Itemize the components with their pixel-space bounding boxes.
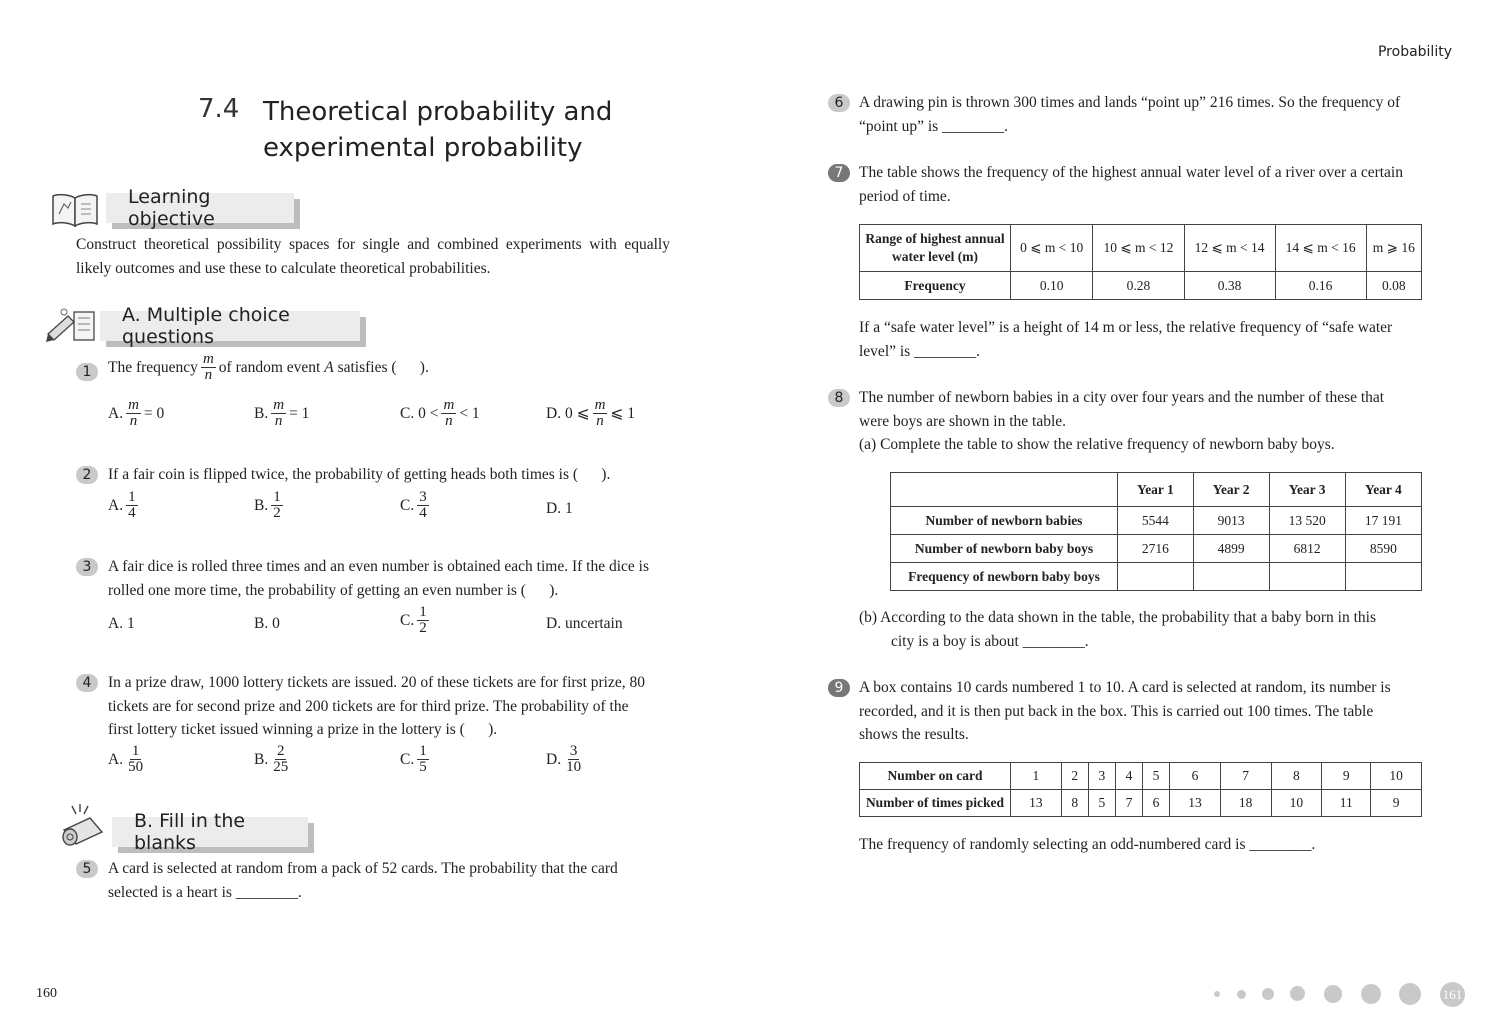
q4-d-num: 3: [569, 743, 578, 759]
times-picked-cell: 10: [1271, 790, 1322, 817]
question-9-followup: The frequency of randomly selecting an odd-numbered card is ________.: [859, 836, 1316, 853]
question-8-text: [859, 386, 1421, 457]
section-title-line1: Theoretical probability and: [263, 97, 613, 127]
q3-line2: rolled one more time, the probability of getting an even number is ( ).: [108, 581, 559, 599]
question-7-text: [859, 161, 1421, 208]
q3-a-val: 1: [126, 615, 135, 632]
water-level-table: [859, 224, 1422, 300]
question-1-text: [108, 352, 429, 383]
q4-option-b[interactable]: [254, 744, 293, 775]
table-cell: 13 520: [1269, 507, 1345, 535]
times-picked-cell: 13: [1011, 790, 1062, 817]
table-cell: 9013: [1193, 507, 1269, 535]
q1-d-label: D.: [546, 404, 562, 422]
row-header: Number of newborn babies: [891, 507, 1118, 535]
question-5-text: [108, 857, 670, 904]
scroll-icon: [58, 802, 108, 848]
table-cell: 5544: [1118, 507, 1194, 535]
question-number-9: 9: [828, 679, 850, 697]
q7-after2: level” is ________.: [859, 342, 980, 360]
q4-option-d[interactable]: [546, 744, 586, 775]
q8-line2: were boys are shown in the table.: [859, 412, 1067, 430]
q1-c-frac-den: n: [445, 413, 453, 429]
q1-d-pre: 0 ⩽: [564, 405, 590, 422]
q4-b-num: 2: [276, 743, 285, 759]
card-number-header: Number on card: [860, 763, 1011, 790]
q1-a-frac-num: m: [128, 397, 139, 413]
q8-line1: The number of newborn babies in a city over four years and the number of these that: [859, 389, 1385, 406]
q1-c-frac-num: m: [443, 397, 455, 413]
card-number-cell: 7: [1220, 763, 1271, 790]
question-9-text: [859, 676, 1421, 747]
q1-fraction: [201, 352, 216, 383]
q1-post-b: satisfies ( ).: [337, 358, 429, 376]
section-title: [263, 94, 612, 166]
range-cell: 10 ⩽ m < 12: [1093, 225, 1184, 272]
card-number-cell: 2: [1061, 763, 1088, 790]
footer-dot: [1324, 985, 1342, 1003]
q4-a-label: A.: [108, 750, 124, 768]
q1-option-d[interactable]: [546, 398, 635, 429]
frequency-cell: 0.10: [1011, 272, 1093, 300]
q3-line1: A fair dice is rolled three times and an even number is obtained each time. If the dice is: [108, 558, 650, 575]
q8-part-b-line1: (b) According to the data shown in the table, the probability that a baby born in this: [859, 609, 1376, 626]
question-number-7: 7: [828, 164, 850, 182]
question-number-2: 2: [76, 466, 98, 484]
table-cell: 2716: [1118, 535, 1194, 563]
q2-b-label: B.: [254, 496, 269, 514]
q4-d-label: D.: [546, 750, 562, 768]
page-number-left: 160: [36, 986, 57, 1001]
q5-line2: selected is a heart is ________.: [108, 883, 302, 901]
card-number-cell: 1: [1011, 763, 1062, 790]
q4-line2: tickets are for second prize and 200 tickets are for third prize. The probability of the: [108, 697, 629, 715]
range-cell: 0 ⩽ m < 10: [1011, 225, 1093, 272]
q3-d-label: D.: [546, 615, 562, 632]
year-header: Year 3: [1269, 473, 1345, 507]
times-picked-cell: 11: [1322, 790, 1371, 817]
learning-objective-text: Construct theoretical possibility spaces for single and combined experiments with equally likely outcomes and use these to calculate theoretical probabilities.: [76, 236, 670, 277]
answer-cell[interactable]: [1345, 563, 1421, 591]
q2-a-num: 1: [128, 489, 136, 505]
row-header: Number of newborn baby boys: [891, 535, 1118, 563]
q1-a-frac-den: n: [129, 413, 138, 429]
card-results-table: [859, 762, 1422, 817]
times-picked-cell: 18: [1220, 790, 1271, 817]
frequency-cell: 0.08: [1366, 272, 1421, 300]
q3-c-label: C.: [400, 611, 415, 629]
times-picked-cell: 5: [1088, 790, 1115, 817]
q1-c-label: C.: [400, 404, 415, 422]
q4-line3: first lottery ticket issued winning a prize in the lottery is ( ).: [108, 721, 498, 738]
q6-line2: “point up” is ________.: [859, 117, 1008, 135]
question-number-8: 8: [828, 389, 850, 407]
q7-line1: The table shows the frequency of the highest annual water level of a river over a certain: [859, 164, 1403, 181]
q1-d-frac-den: n: [596, 413, 604, 429]
q9-line3: shows the results.: [859, 726, 969, 743]
q2-b-den: 2: [273, 505, 281, 521]
q4-option-c[interactable]: [400, 744, 432, 775]
q1-b-frac-den: n: [274, 413, 283, 429]
q1-a-rel: = 0: [143, 404, 165, 422]
table-cell: 8590: [1345, 535, 1421, 563]
question-number-3: 3: [76, 558, 98, 576]
card-number-cell: 6: [1170, 763, 1221, 790]
times-picked-cell: 9: [1371, 790, 1422, 817]
question-4-text: [108, 671, 670, 742]
table-cell: 6812: [1269, 535, 1345, 563]
card-number-cell: 5: [1143, 763, 1170, 790]
q4-d-den: 10: [566, 759, 582, 775]
q4-a-den: 50: [128, 759, 144, 775]
open-book-icon: [50, 190, 100, 230]
q1-frac-num: m: [202, 351, 214, 367]
footer-dot: [1237, 990, 1246, 999]
q1-frac-den: n: [204, 367, 213, 383]
q1-b-rel: = 1: [289, 404, 310, 422]
q2-option-a[interactable]: [108, 490, 141, 521]
q2-option-d[interactable]: [546, 500, 573, 518]
footer-dot: [1399, 983, 1421, 1005]
q2-d-val: 1: [564, 500, 573, 517]
pencil-ruler-icon: [44, 304, 98, 344]
answer-cell[interactable]: [1193, 563, 1269, 591]
q9-line2: recorded, and it is then put back in the box. This is carried out 100 times. The table: [859, 702, 1374, 720]
answer-cell[interactable]: [1118, 563, 1194, 591]
q3-option-c[interactable]: [400, 605, 432, 636]
q2-option-c[interactable]: [400, 490, 432, 521]
q4-option-a[interactable]: [108, 744, 148, 775]
q2-a-label: A.: [108, 496, 124, 514]
q1-c-rel: < 1: [459, 404, 480, 422]
q4-a-num: 1: [131, 743, 140, 759]
times-picked-header: Number of times picked: [860, 790, 1011, 817]
footer-dot: [1262, 988, 1274, 1000]
card-number-cell: 10: [1371, 763, 1422, 790]
q3-option-d[interactable]: [546, 615, 623, 633]
q1-option-a[interactable]: [108, 398, 164, 429]
q1-a-label: A.: [108, 404, 124, 422]
times-picked-cell: 8: [1061, 790, 1088, 817]
footer-dot: [1214, 991, 1220, 997]
q7-line2: period of time.: [859, 187, 951, 205]
q3-option-a[interactable]: [108, 615, 135, 633]
q1-post-a: of random event: [218, 358, 321, 376]
range-header-line2: water level (m): [892, 249, 978, 264]
section-number: 7.4: [198, 94, 240, 124]
question-6-text: [859, 91, 1421, 138]
table-cell: 4899: [1193, 535, 1269, 563]
q4-line1: In a prize draw, 1000 lottery tickets are issued. 20 of these tickets are for first prize, 80: [108, 674, 645, 691]
q4-c-num: 1: [419, 743, 427, 759]
question-number-6: 6: [828, 94, 850, 112]
q5-line1: A card is selected at random from a pack of 52 cards. The probability that the card: [108, 860, 618, 877]
card-number-cell: 9: [1322, 763, 1371, 790]
q1-event: A: [324, 358, 334, 376]
times-picked-cell: 13: [1170, 790, 1221, 817]
question-7-followup: [859, 316, 1421, 363]
q9-line1: A box contains 10 cards numbered 1 to 10. A card is selected at random, its number is: [859, 679, 1391, 696]
q1-option-c[interactable]: [400, 398, 480, 429]
q1-b-frac-num: m: [273, 397, 285, 413]
q2-a-den: 4: [128, 505, 136, 521]
q4-c-label: C.: [400, 750, 415, 768]
page-number-right: 161: [1440, 982, 1465, 1007]
q3-c-den: 2: [419, 620, 427, 636]
range-cell: m ⩾ 16: [1366, 225, 1421, 272]
q1-c-pre: 0 <: [418, 404, 439, 422]
frequency-cell: 0.38: [1184, 272, 1275, 300]
range-cell: 12 ⩽ m < 14: [1184, 225, 1275, 272]
q1-d-frac-num: m: [594, 397, 606, 413]
water-level-range-header: [860, 225, 1011, 272]
question-3-text: [108, 555, 670, 602]
q3-a-label: A.: [108, 615, 124, 632]
table-cell: 17 191: [1345, 507, 1421, 535]
range-cell: 14 ⩽ m < 16: [1275, 225, 1366, 272]
part-a-heading: A. Multiple choice questions: [100, 311, 360, 341]
q2-c-den: 4: [419, 505, 427, 521]
q1-option-b[interactable]: [254, 398, 309, 429]
q4-b-label: B.: [254, 750, 269, 768]
q2-b-num: 1: [273, 489, 281, 505]
q2-c-num: 3: [419, 489, 427, 505]
q8-part-a: (a) Complete the table to show the relative frequency of newborn baby boys.: [859, 436, 1335, 453]
q7-after1: If a “safe water level” is a height of 14 m or less, the relative frequency of “safe water: [859, 319, 1393, 336]
question-number-4: 4: [76, 674, 98, 692]
q2-c-label: C.: [400, 496, 415, 514]
q8-part-b-line2: city is a boy is about ________.: [891, 632, 1089, 650]
frequency-cell: 0.16: [1275, 272, 1366, 300]
q3-option-b[interactable]: [254, 615, 280, 633]
footer-dot: [1290, 986, 1305, 1001]
frequency-header: Frequency: [860, 272, 1011, 300]
q1-b-label: B.: [254, 404, 269, 422]
frequency-cell: 0.28: [1093, 272, 1184, 300]
running-header: Probability: [1377, 44, 1452, 60]
question-number-5: 5: [76, 860, 98, 878]
q1-d-rel: ⩽ 1: [610, 405, 636, 422]
year-header: Year 1: [1118, 473, 1194, 507]
q1-pre: The frequency: [108, 358, 198, 376]
row-header: Frequency of newborn baby boys: [891, 563, 1118, 591]
q2-option-b[interactable]: [254, 490, 286, 521]
card-number-cell: 3: [1088, 763, 1115, 790]
q2-d-label: D.: [546, 500, 562, 517]
part-b-heading: B. Fill in the blanks: [112, 817, 308, 847]
question-2-text: If a fair coin is flipped twice, the probability of getting heads both times is ( ).: [108, 466, 611, 483]
year-header: Year 4: [1345, 473, 1421, 507]
q4-b-den: 25: [273, 759, 289, 775]
q3-b-val: 0: [272, 615, 280, 632]
section-title-line2: experimental probability: [263, 133, 583, 163]
q3-d-val: uncertain: [564, 615, 623, 632]
question-8-part-b: [859, 606, 1421, 653]
range-header-line1: Range of highest annual: [865, 231, 1005, 246]
q3-c-num: 1: [419, 604, 427, 620]
year-header: Year 2: [1193, 473, 1269, 507]
answer-cell[interactable]: [1269, 563, 1345, 591]
q4-c-den: 5: [419, 759, 427, 775]
learning-objective-heading: Learning objective: [106, 193, 294, 223]
q3-b-label: B.: [254, 615, 269, 632]
footer-dot: [1361, 984, 1381, 1004]
card-number-cell: 4: [1115, 763, 1142, 790]
question-number-1: 1: [76, 363, 98, 381]
times-picked-cell: 7: [1115, 790, 1142, 817]
newborn-table-corner: [891, 473, 1118, 507]
times-picked-cell: 6: [1143, 790, 1170, 817]
newborn-table: [890, 472, 1422, 591]
q6-line1: A drawing pin is thrown 300 times and lands “point up” 216 times. So the frequency of: [859, 94, 1401, 111]
card-number-cell: 8: [1271, 763, 1322, 790]
